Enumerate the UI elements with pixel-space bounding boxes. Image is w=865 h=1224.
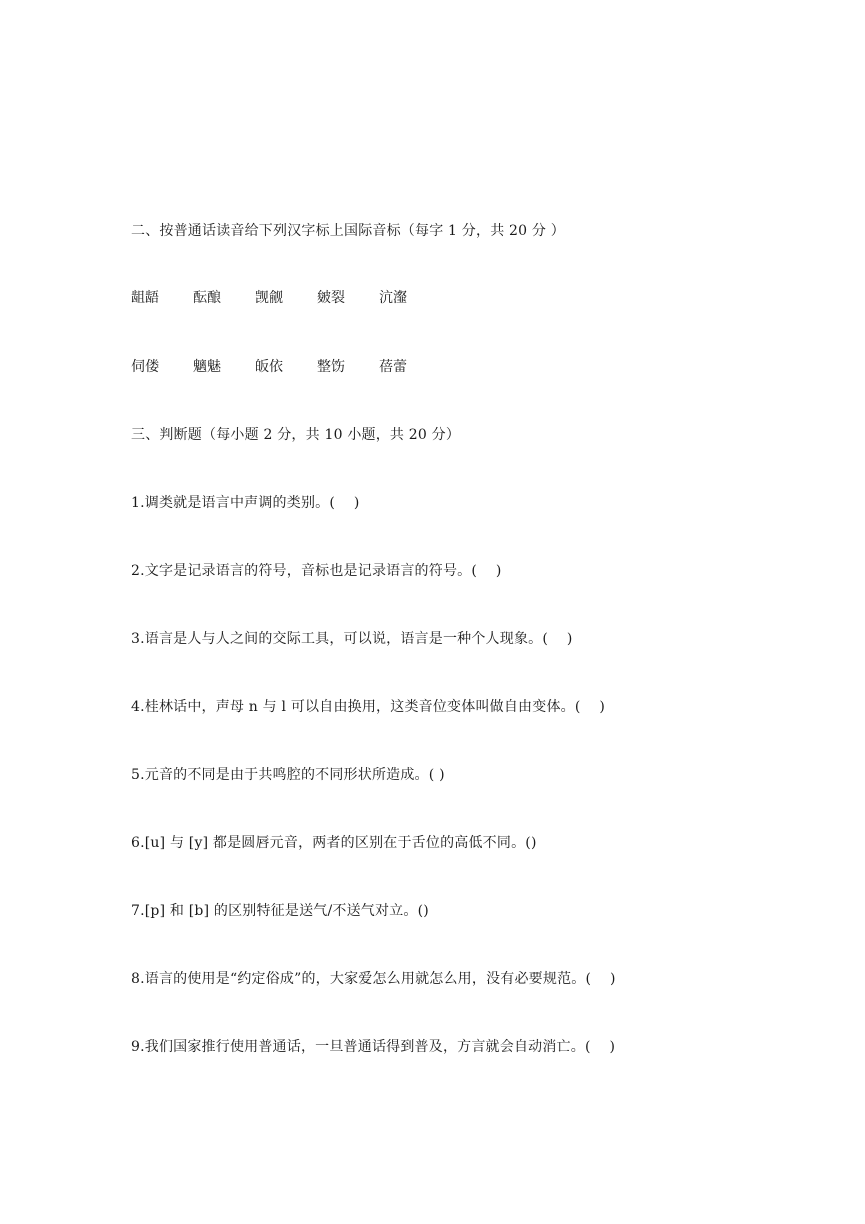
question-8: 8.语言的使用是“约定俗成”的，大家爱怎么用就怎么用，没有必要规范。( ) bbox=[131, 971, 616, 987]
section-3-heading: 三、判断题（每小题 2 分，共 10 小题，共 20 分） bbox=[131, 427, 461, 443]
question-7: 7.[p] 和 [b] 的区别特征是送气/不送气对立。() bbox=[131, 903, 429, 919]
word-7: 魑魅 bbox=[193, 359, 221, 375]
question-4: 4.桂林话中，声母 n 与 l 可以自由换用，这类音位变体叫做自由变体。( ) bbox=[131, 699, 606, 715]
word-row-2 bbox=[131, 357, 441, 377]
word-5: 沆瀣 bbox=[379, 290, 407, 306]
question-1: 1.调类就是语言中声调的类别。( ) bbox=[131, 495, 360, 511]
question-5: 5.元音的不同是由于共鸣腔的不同形状所造成。( ) bbox=[131, 767, 445, 783]
question-3: 3.语言是人与人之间的交际工具，可以说，语言是一种个人现象。( ) bbox=[131, 631, 573, 647]
question-6: 6.[u] 与 [y] 都是圆唇元音，两者的区别在于舌位的高低不同。() bbox=[131, 835, 537, 851]
section-2-heading: 二、按普通话读音给下列汉字标上国际音标（每字 1 分，共 20 分 ） bbox=[131, 223, 565, 239]
word-3: 觊觎 bbox=[255, 290, 283, 306]
word-row-1 bbox=[131, 288, 441, 308]
word-4: 皴裂 bbox=[317, 290, 345, 306]
word-6: 伺偻 bbox=[131, 359, 159, 375]
question-2: 2.文字是记录语言的符号，音标也是记录语言的符号。( ) bbox=[131, 563, 502, 579]
word-8: 皈依 bbox=[255, 359, 283, 375]
word-9: 整饬 bbox=[317, 359, 345, 375]
word-1: 龃龉 bbox=[131, 290, 159, 306]
word-10: 蓓蕾 bbox=[379, 359, 407, 375]
word-2: 酝酿 bbox=[193, 290, 221, 306]
question-9: 9.我们国家推行使用普通话，一旦普通话得到普及，方言就会自动消亡。( ) bbox=[131, 1039, 616, 1055]
